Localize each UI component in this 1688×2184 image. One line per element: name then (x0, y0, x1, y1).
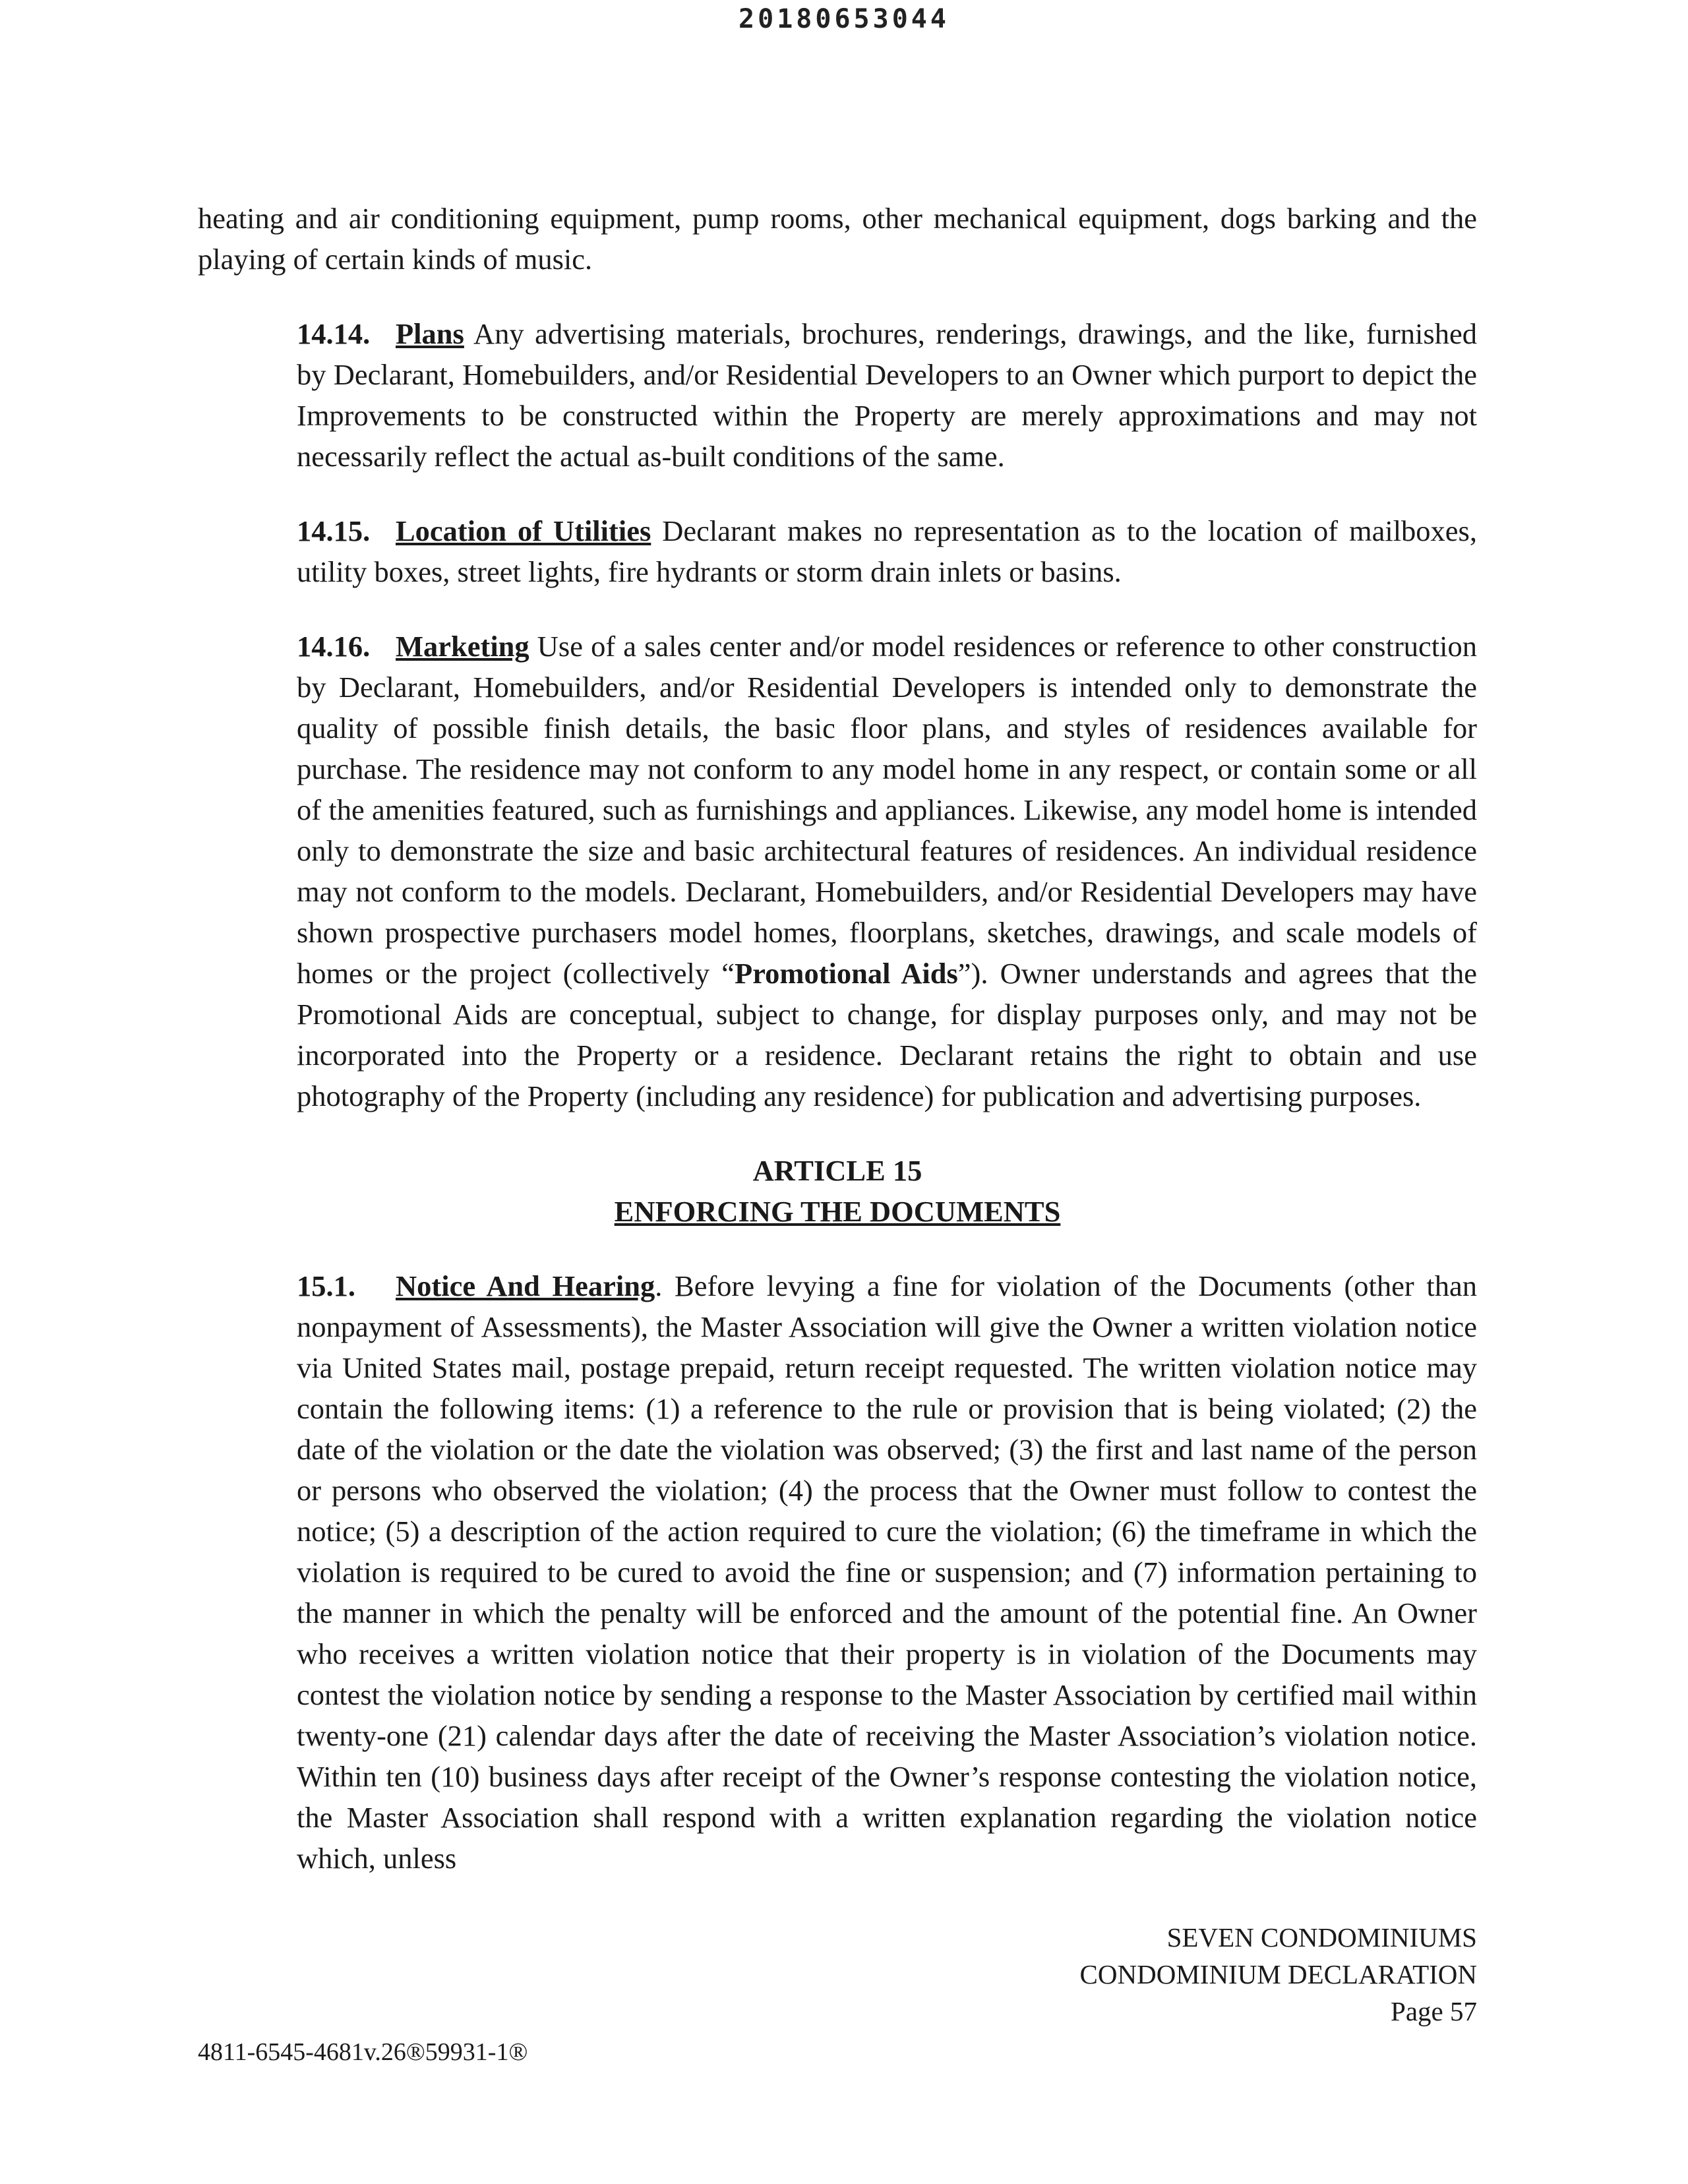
footer-line-1: SEVEN CONDOMINIUMS (1166, 1922, 1477, 1953)
page-number: Page 57 (1391, 1996, 1477, 2026)
section-title: Plans (396, 317, 464, 350)
document-body (198, 198, 1477, 1912)
section-14-16 (198, 626, 1477, 1116)
section-14-14 (198, 313, 1477, 477)
section-text: Any advertising materials, brochures, renderings, drawings, and the like, furnished by Declarant, Homebuilders, and/or Residential Developers to an Owner which purport to depict the Improvements to be constructed within the Property are merely approximations and may not necessarily reflect the actual as-built conditions of the same. (297, 317, 1477, 473)
section-15-1 (198, 1265, 1477, 1879)
article-heading (198, 1150, 1477, 1232)
section-text-continued: ”). Owner understands and agrees that the Promotional Aids are conceptual, subject to change, for display purposes only, and may not be incorporated into the Property or a residence. Declarant retains the right to obtain and use photography of the Property (including any residence) for publication and advertising purposes. (297, 957, 1477, 1112)
section-number: 14.14. (297, 317, 371, 350)
section-text: Use of a sales center and/or model residences or reference to other construction by Declarant, Homebuilders, and/or Residential Developers is intended only to demonstrate the quality of possible finish details, the basic floor plans, and styles of residences available for purchase. The residence may not conform to any model home in any respect, or contain some or all of the amenities featured, such as furnishings and appliances. Likewise, any model home is intended only to demonstrate the size and basic architectural features of residences. An individual residence may not conform to the models. Declarant, Homebuilders, and/or Residential Developers may have shown prospective purchasers model homes, floorplans, sketches, drawings, and scale models of homes or the project (collectively “ (297, 630, 1477, 990)
footer-line-2: CONDOMINIUM DECLARATION (1079, 1959, 1477, 1989)
section-number: 14.15. (297, 514, 371, 547)
recording-number: 20180653044 (738, 4, 950, 34)
defined-term: Promotional Aids (735, 957, 958, 990)
section-text: Declarant makes no representation as to the location of mailboxes, utility boxes, street lights, fire hydrants or storm drain inlets or basins. (297, 514, 1477, 588)
section-title: Notice And Hearing (396, 1269, 655, 1302)
section-title: Marketing (396, 630, 529, 663)
section-text: . Before levying a fine for violation of the Documents (other than nonpayment of Assessments), the Master Association will give the Owner a written violation notice via United States mail, postage prepaid, return receipt requested. The written violation notice may contain the following items: (1) a reference to the rule or provision that is being violated; (2) the date of the violation or the date the violation was observed; (3) the first and last name of the person or persons who observed the violation; (4) the process that the Owner must follow to contest the notice; (5) a description of the action required to cure the violation; (6) the timeframe in which the violation is required to be cured to avoid the fine or suspension; and (7) information pertaining to the manner in which the penalty will be enforced and the amount of the potential fine. An Owner who receives a written violation notice that their property is in violation of the Documents may contest the violation notice by sending a response to the Master Association by certified mail within twenty-one (21) calendar days after the date of receiving the Master Association’s violation notice. Within ten (10) business days after receipt of the Owner’s response contesting the violation notice, the Master Association shall respond with a written explanation regarding the violation notice which, unless (297, 1269, 1477, 1875)
footer-document-id: 4811-6545-4681v.26®59931-1® (198, 2038, 528, 2066)
paragraph-continuation: heating and air conditioning equipment, pump rooms, other mechanical equipment, dogs barking and the playing of certain kinds of music. (198, 202, 1477, 276)
article-number: ARTICLE 15 (752, 1154, 922, 1187)
section-number: 15.1. (297, 1269, 355, 1302)
footer-document-title (1080, 1919, 1477, 2030)
article-title: ENFORCING THE DOCUMENTS (614, 1195, 1061, 1228)
section-14-15 (198, 510, 1477, 592)
section-number: 14.16. (297, 630, 371, 663)
section-title: Location of Utilities (396, 514, 651, 547)
